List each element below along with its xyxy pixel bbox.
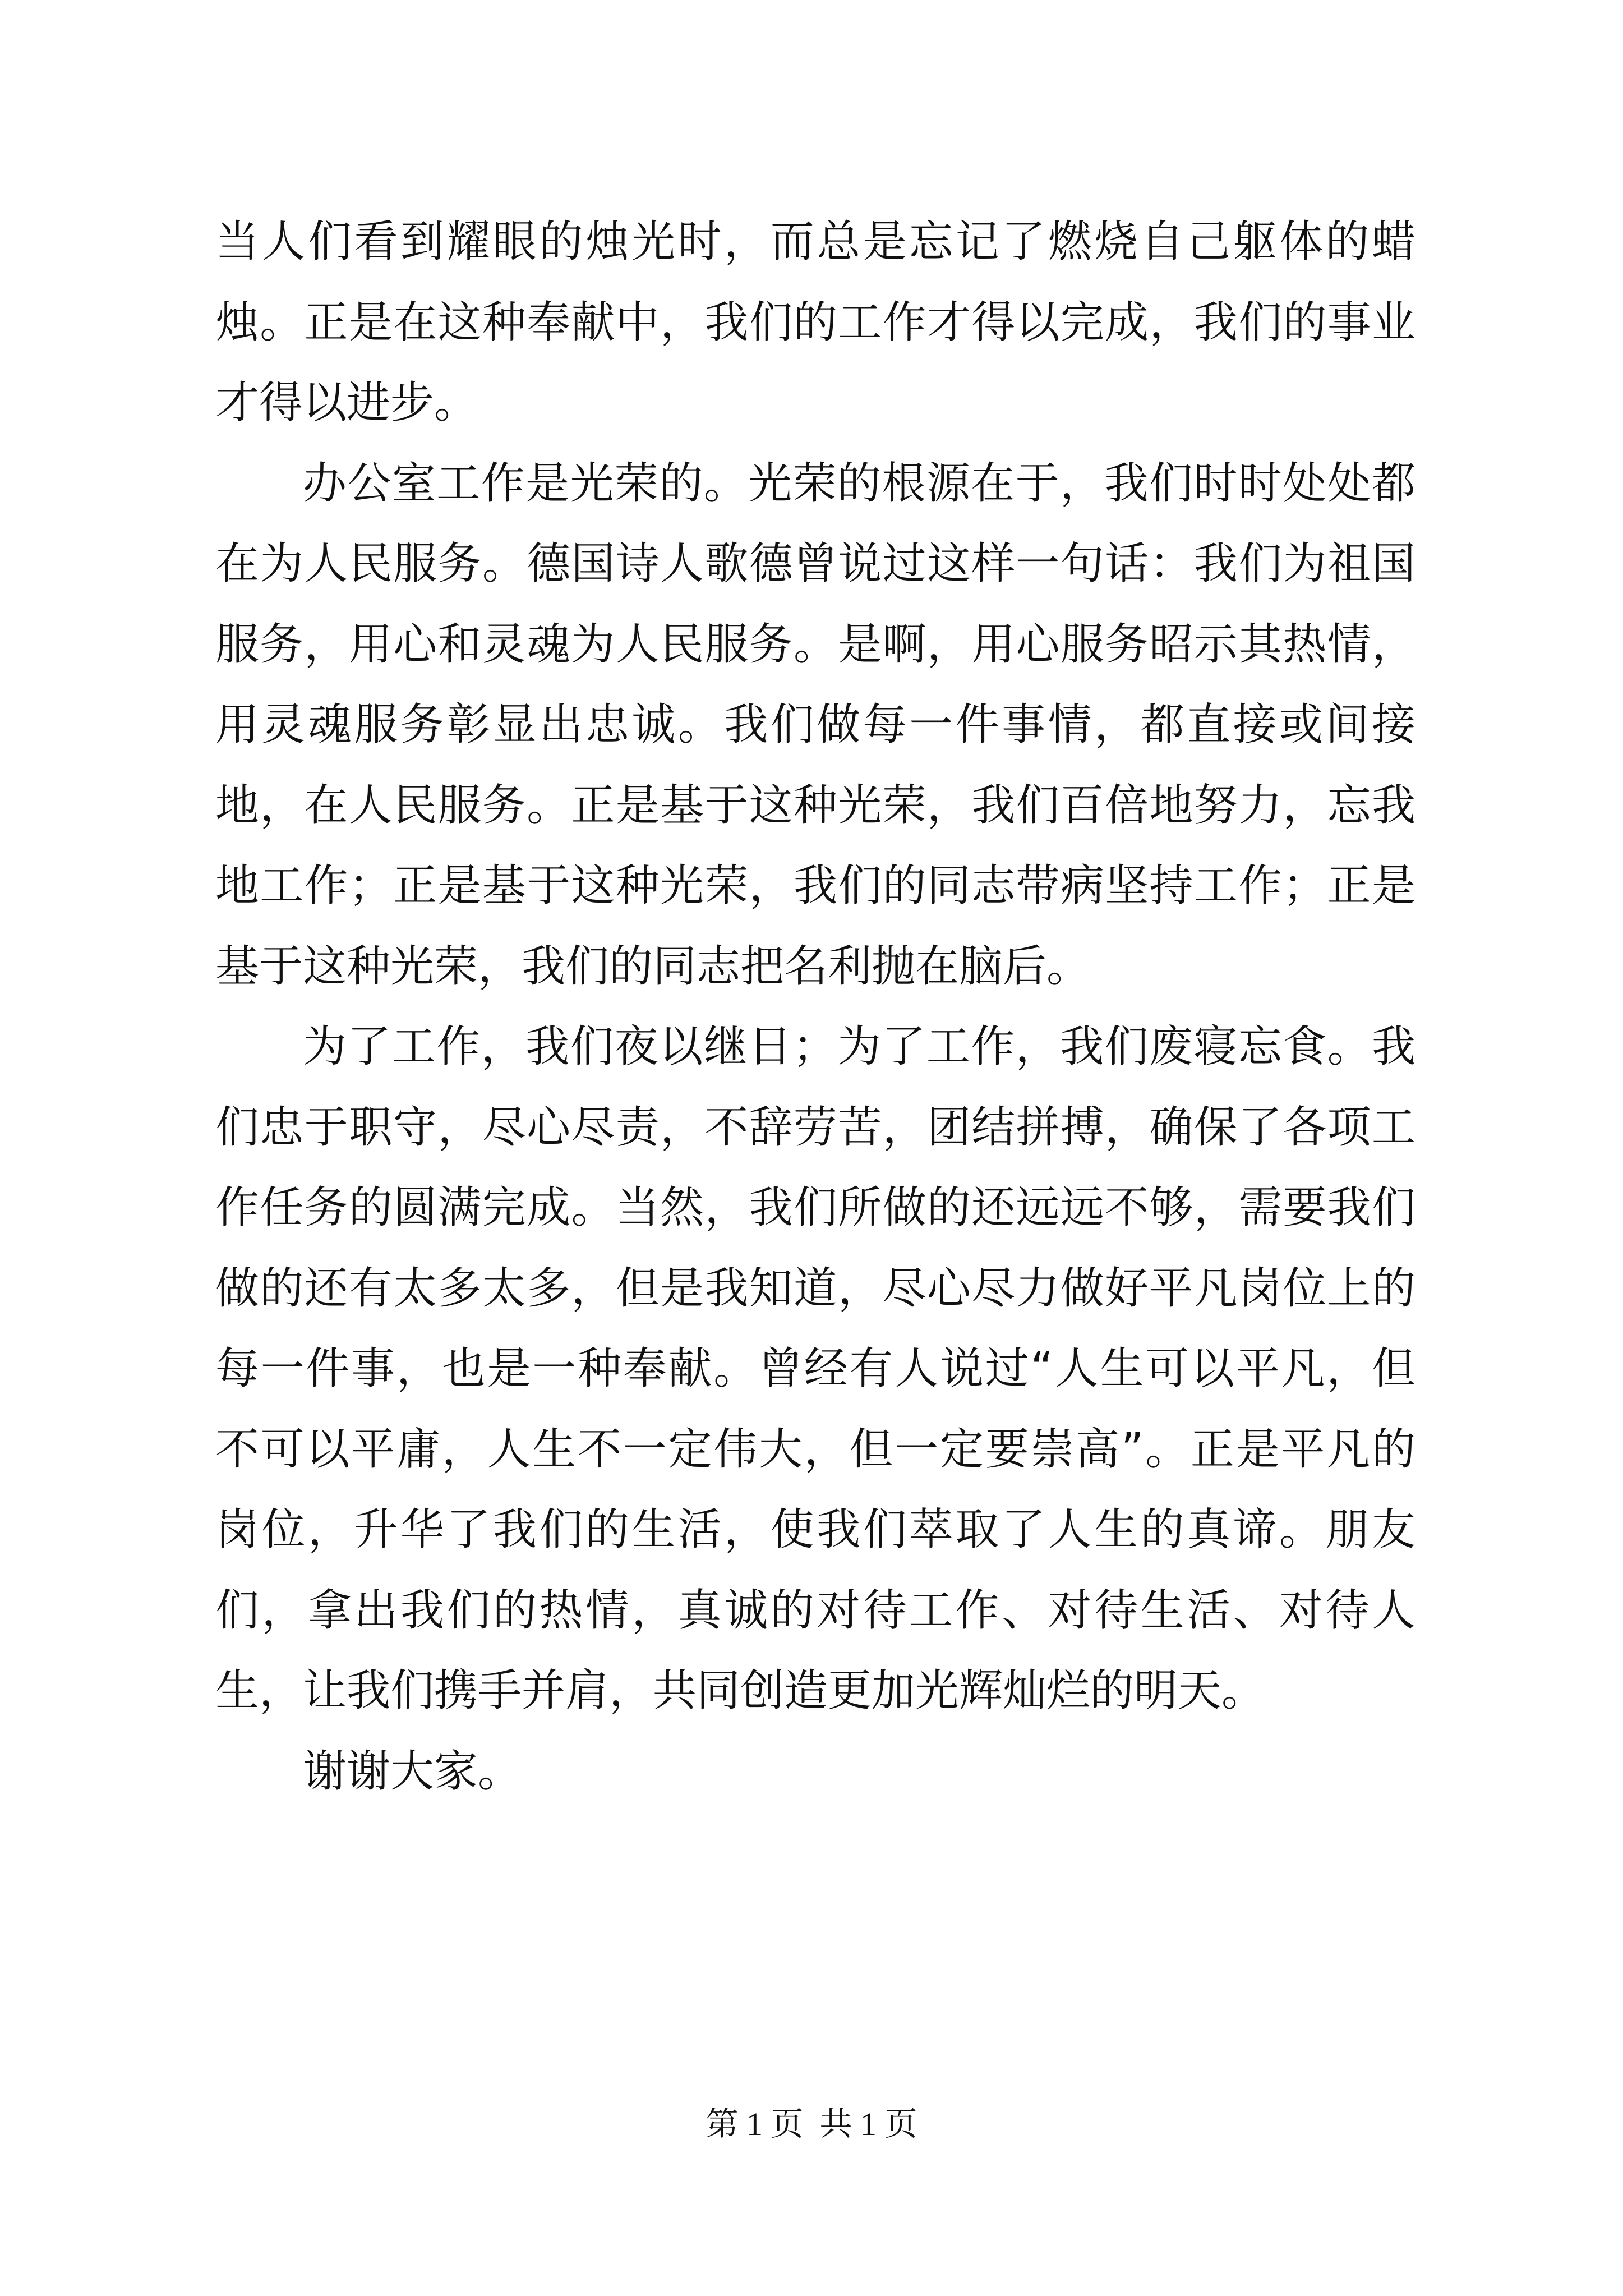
paragraph-2: 办公室工作是光荣的。光荣的根源在于，我们时时处处都在为人民服务。德国诗人歌德曾说过这样一句话：我们为祖国服务，用心和灵魂为人民服务。是啊，用心服务昭示其热情，用灵魂服务彰显出忠诚。我们做每一件事情，都直接或间接地，在人民服务。正是基于这种光荣，我们百倍地努力，忘我地工作；正是基于这种光荣，我们的同志带病坚持工作；正是基于这种光荣，我们的同志把名利抛在脑后。 [215, 458, 1415, 992]
paragraph-3: 为了工作，我们夜以继日；为了工作，我们废寝忘食。我们忠于职守，尽心尽责，不辞劳苦，团结拼搏，确保了各项工作任务的圆满完成。当然，我们所做的还远远不够，需要我们做的还有太多太多，但是我知道，尽心尽力做好平凡岗位上的每一件事，也是一种奉献。曾经有人说过“人生可以平凡，但不可以平庸，人生不一定伟大，但一定要崇高”。正是平凡的岗位，升华了我们的生活，使我们萃取了人生的真谛。朋友们，拿出我们的热情，真诚的对待工作、对待生活、对待人生，让我们携手并肩，共同创造更加光辉灿烂的明天。 [215, 1022, 1415, 1716]
paragraph-4: 谢谢大家。 [303, 1746, 522, 1797]
paragraph-1: 当人们看到耀眼的烛光时，而总是忘记了燃烧自己躯体的蜡烛。正是在这种奉献中，我们的工作才得以完成，我们的事业才得以进步。 [215, 217, 1415, 428]
page-footer [0, 2105, 1623, 2144]
body-text [215, 202, 1415, 1812]
page-number-label: 第 1 页 共 1 页 [706, 2106, 917, 2142]
